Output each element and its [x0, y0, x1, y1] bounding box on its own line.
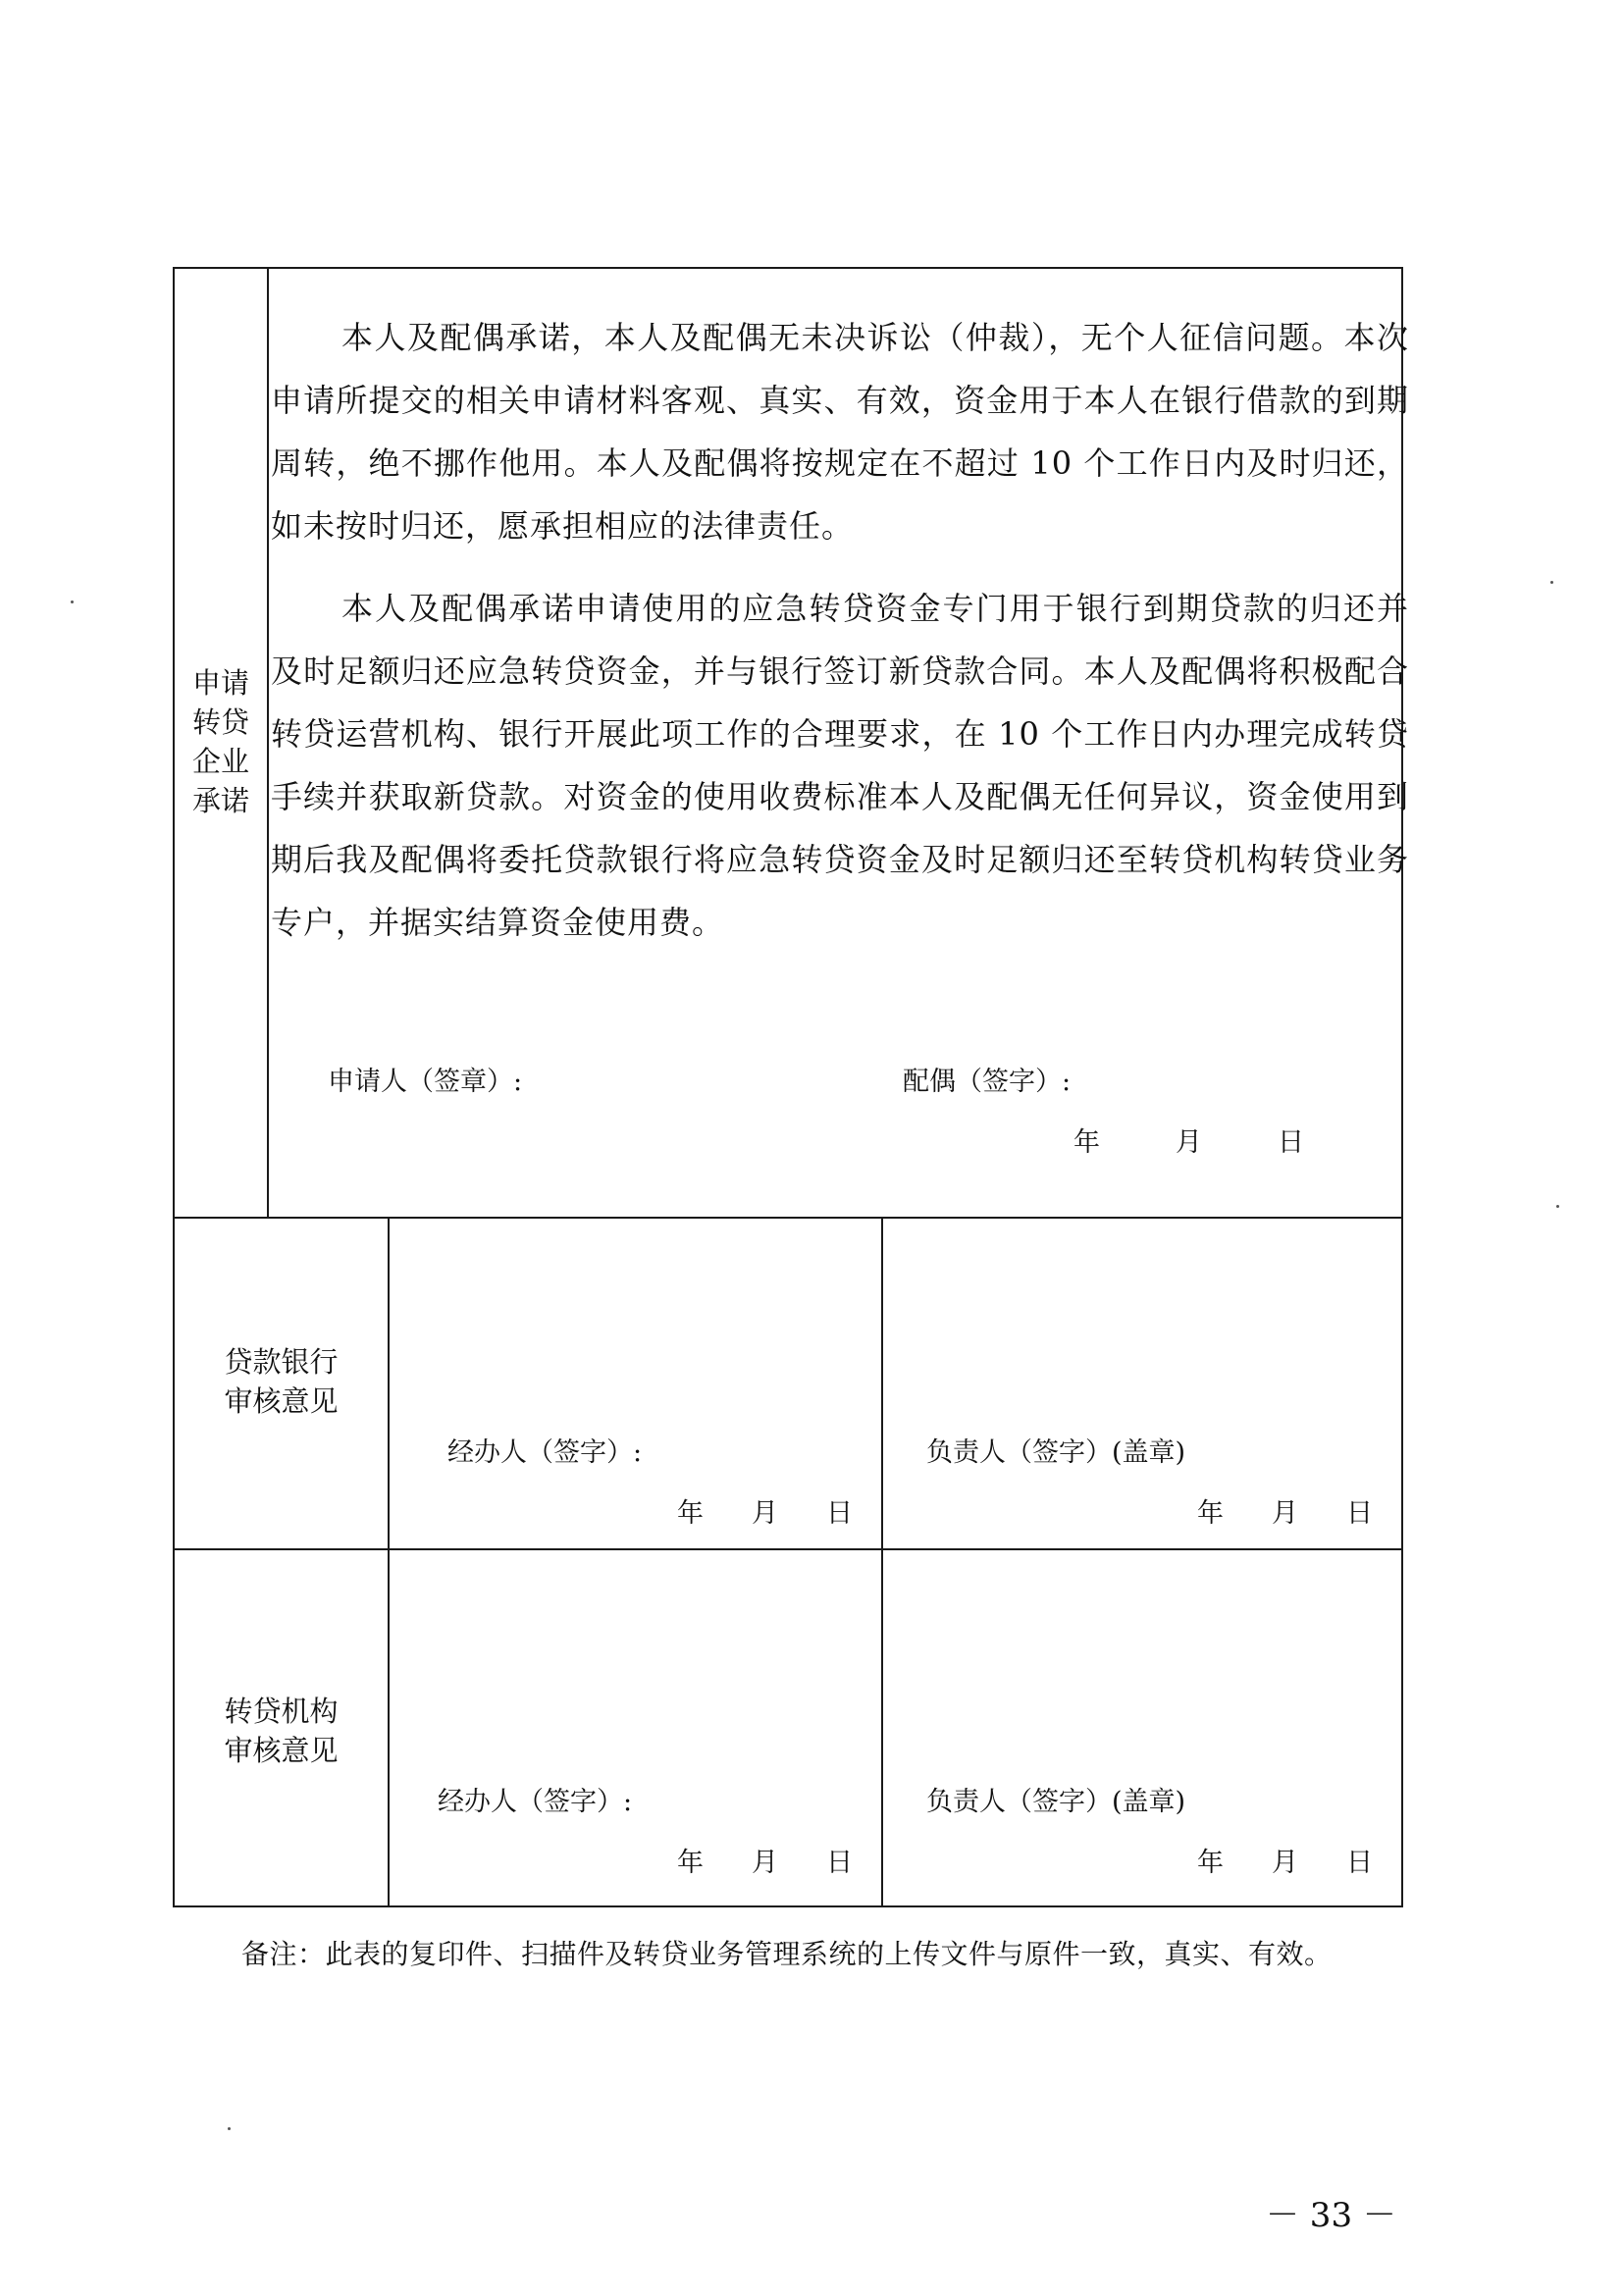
date-month: 月	[1272, 1848, 1298, 1878]
commitment-date	[1073, 1121, 1304, 1159]
page-number: － 33 －	[1266, 2196, 1396, 2235]
date-month: 月	[1272, 1498, 1298, 1529]
commitment-label-line: 承诺	[191, 784, 249, 817]
commitment-label	[175, 267, 267, 1217]
row-divider-2	[173, 1548, 1403, 1550]
footnote-remark: 备注：此表的复印件、扫描件及转贷业务管理系统的上传文件与原件一致，真实、有效。	[241, 1938, 1333, 1970]
date-day: 日	[826, 1498, 853, 1529]
table-top-border	[173, 267, 1403, 269]
scan-speck	[1556, 1205, 1559, 1208]
commitment-paragraph-2: 本人及配偶承诺申请使用的应急转贷资金专门用于银行到期贷款的归还并及时足额归还应急转贷资金，并与银行签订新贷款合同。本人及配偶将积极配合转贷运营机构、银行开展此项工作的合理要求，在 10 个工作日内办理完成转贷手续并获取新贷款。对资金的使用收费标准本人及配偶无任何异议，资金使用到期后我及配偶将委托贷款银行将应急转贷资金及时足额归还至转贷机构转贷业务专户，并据实结算资金使用费。	[271, 590, 1409, 941]
scan-speck	[1550, 581, 1553, 584]
bank-manager-date	[1197, 1491, 1373, 1530]
agency-manager-signature: 负责人（签字）(盖章)	[926, 1787, 1186, 1817]
table-bottom-border	[173, 1905, 1403, 1907]
applicant-signature-field: 申请人（签章）:	[328, 1067, 523, 1097]
agency-review-label	[175, 1692, 388, 1770]
date-year: 年	[1197, 1848, 1224, 1878]
agency-handler-signature: 经办人（签字）:	[438, 1787, 633, 1817]
bank-review-label-line2: 审核意见	[224, 1384, 339, 1418]
commitment-label-divider	[267, 267, 269, 1217]
date-day: 日	[1346, 1848, 1373, 1878]
agency-manager-date	[1197, 1841, 1373, 1879]
bank-review-label	[175, 1342, 388, 1421]
review-label-divider	[388, 1217, 390, 1905]
commitment-label-line: 申请	[191, 666, 249, 700]
date-year: 年	[1197, 1498, 1224, 1529]
scan-speck	[71, 600, 74, 603]
bank-handler-signature: 经办人（签字）:	[447, 1437, 643, 1468]
row-divider-1	[173, 1217, 1403, 1219]
date-day: 日	[826, 1848, 853, 1878]
spouse-signature-field: 配偶（签字）:	[903, 1067, 1072, 1097]
date-year: 年	[677, 1848, 704, 1878]
agency-handler-date	[677, 1841, 853, 1879]
commitment-label-line: 转贷	[191, 705, 249, 739]
date-month: 月	[752, 1848, 778, 1878]
agency-review-label-line2: 审核意见	[224, 1734, 339, 1767]
date-year: 年	[1073, 1127, 1100, 1158]
scan-speck	[228, 2127, 231, 2130]
bank-review-label-line1: 贷款银行	[224, 1345, 339, 1379]
date-day: 日	[1278, 1127, 1304, 1158]
commitment-paragraph-1: 本人及配偶承诺，本人及配偶无未决诉讼（仲裁），无个人征信问题。本次申请所提交的相关申请材料客观、真实、有效，资金用于本人在银行借款的到期周转，绝不挪作他用。本人及配偶将按规定在不超过 10 个工作日内及时归还，如未按时归还，愿承担相应的法律责任。	[271, 319, 1409, 545]
bank-manager-signature: 负责人（签字）(盖章)	[926, 1437, 1186, 1468]
date-day: 日	[1346, 1498, 1373, 1529]
date-month: 月	[1176, 1127, 1202, 1158]
date-year: 年	[677, 1498, 704, 1529]
commitment-label-line: 企业	[191, 745, 249, 778]
review-column-divider	[881, 1217, 883, 1905]
agency-review-label-line1: 转贷机构	[224, 1695, 339, 1728]
date-month: 月	[752, 1498, 778, 1529]
bank-handler-date	[677, 1491, 853, 1530]
